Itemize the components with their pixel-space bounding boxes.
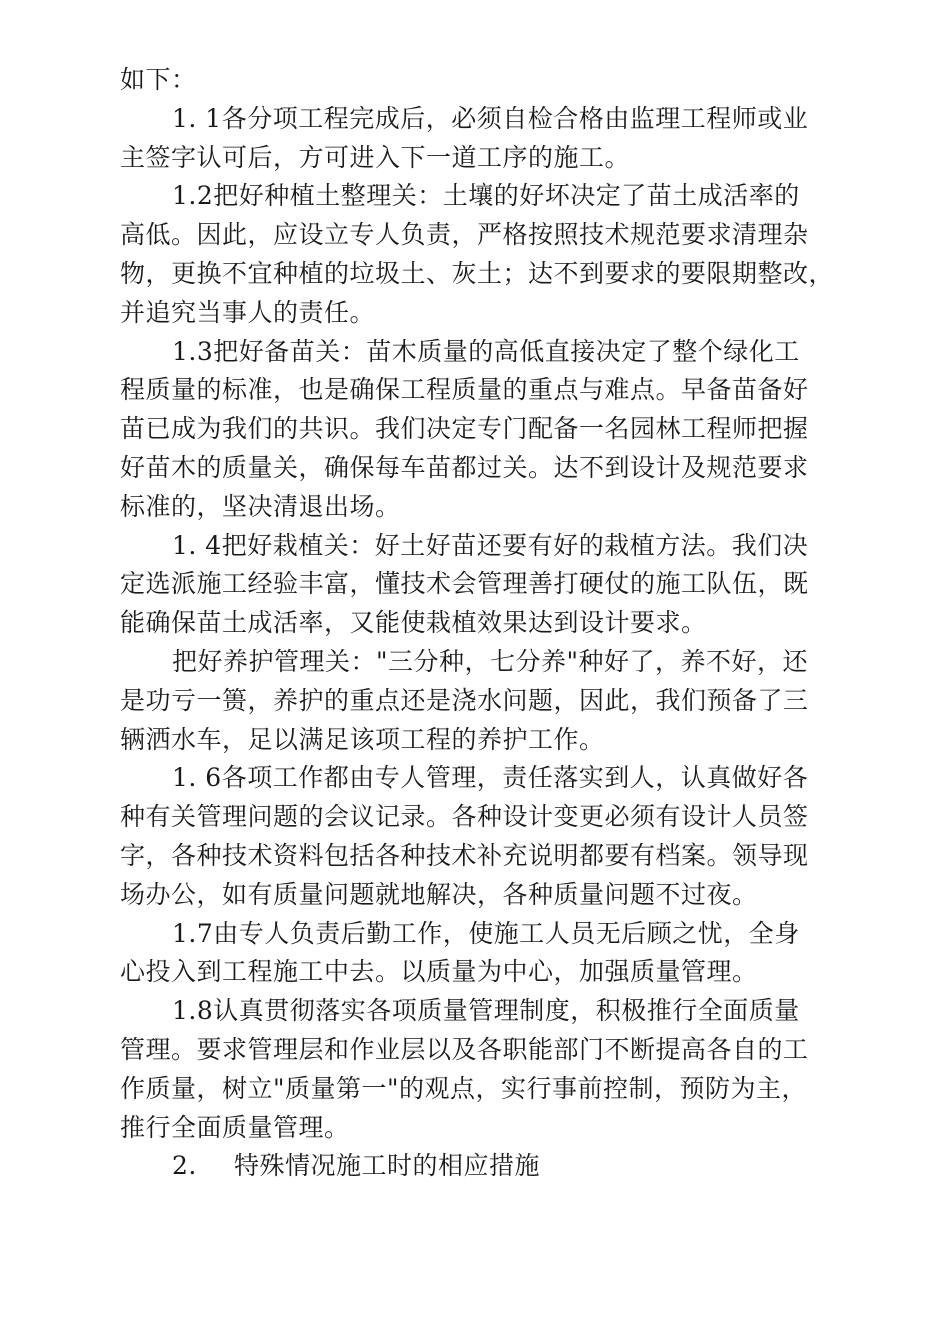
text-line: 主签字认可后，方可进入下一道工序的施工。 bbox=[120, 142, 631, 172]
text-line: 管理。要求管理层和作业层以及各职能部门不断提高各自的工 bbox=[120, 1034, 809, 1064]
text-line: 物，更换不宜种植的垃圾土、灰土；达不到要求的要限期整改， bbox=[120, 258, 835, 288]
paragraph bbox=[120, 333, 825, 527]
text-line: 1. 6各项工作都由专人管理，责任落实到人，认真做好各 bbox=[172, 763, 809, 793]
text-line: 1.2把好种植土整理关：土壤的好坏决定了苗土成活率的 bbox=[172, 181, 800, 211]
text-line: 是功亏一篑，养护的重点还是浇水问题，因此，我们预备了三 bbox=[120, 685, 809, 715]
text-line: 1. 1各分项工程完成后，必须自检合格由监理工程师或业 bbox=[172, 103, 809, 133]
text-line: 1. 4把好栽植关：好土好苗还要有好的栽植方法。我们决 bbox=[172, 530, 809, 560]
text-line: 辆洒水车，足以满足该项工程的养护工作。 bbox=[120, 724, 605, 754]
section-number: 2. bbox=[172, 1151, 197, 1181]
paragraph bbox=[120, 100, 825, 178]
paragraph bbox=[120, 643, 825, 759]
paragraph bbox=[120, 61, 825, 100]
text-line: 作质量，树立"质量第一"的观点，实行事前控制，预防为主， bbox=[120, 1073, 808, 1103]
text-line: 程质量的标准，也是确保工程质量的重点与难点。早备苗备好 bbox=[120, 375, 809, 405]
text-line: 苗已成为我们的共识。我们决定专门配备一名园林工程师把握 bbox=[120, 414, 809, 444]
text-line: 字，各种技术资料包括各种技术补充说明都要有档案。领导现 bbox=[120, 840, 809, 870]
text-line: 把好养护管理关："三分种，七分养"种好了，养不好，还 bbox=[172, 646, 809, 676]
paragraph bbox=[120, 915, 825, 993]
text-line: 心投入到工程施工中去。以质量为中心，加强质量管理。 bbox=[120, 957, 758, 987]
text-line: 1.3把好备苗关：苗木质量的高低直接决定了整个绿化工 bbox=[172, 336, 800, 366]
paragraph bbox=[120, 177, 835, 332]
text-line: 1.7由专人负责后勤工作，使施工人员无后顾之忧，全身 bbox=[172, 918, 800, 948]
text-line: 能确保苗土成活率，又能使栽植效果达到设计要求。 bbox=[120, 608, 707, 638]
text-line: 1.8认真贯彻落实各项质量管理制度，积极推行全面质量 bbox=[172, 996, 800, 1026]
text-line: 并追究当事人的责任。 bbox=[120, 297, 376, 327]
text-line: 定选派施工经验丰富，懂技术会管理善打硬仗的施工队伍，既 bbox=[120, 569, 809, 599]
text-line: 标准的，坚决清退出场。 bbox=[120, 491, 401, 521]
paragraph bbox=[120, 992, 825, 1147]
paragraph bbox=[120, 759, 825, 914]
text-line: 种有关管理问题的会议记录。各种设计变更必须有设计人员签 bbox=[120, 802, 809, 832]
document-body bbox=[120, 61, 835, 1186]
paragraph bbox=[120, 527, 825, 643]
section-heading bbox=[120, 1147, 825, 1186]
section-title: 特殊情况施工时的相应措施 bbox=[234, 1151, 541, 1181]
text-line: 好苗木的质量关，确保每车苗都过关。达不到设计及规范要求 bbox=[120, 452, 809, 482]
text-line: 高低。因此，应设立专人负责，严格按照技术规范要求清理杂 bbox=[120, 220, 809, 250]
text-line: 场办公，如有质量问题就地解决，各种质量问题不过夜。 bbox=[120, 879, 758, 909]
text-line: 如下： bbox=[120, 65, 197, 94]
text-line: 推行全面质量管理。 bbox=[120, 1112, 350, 1142]
